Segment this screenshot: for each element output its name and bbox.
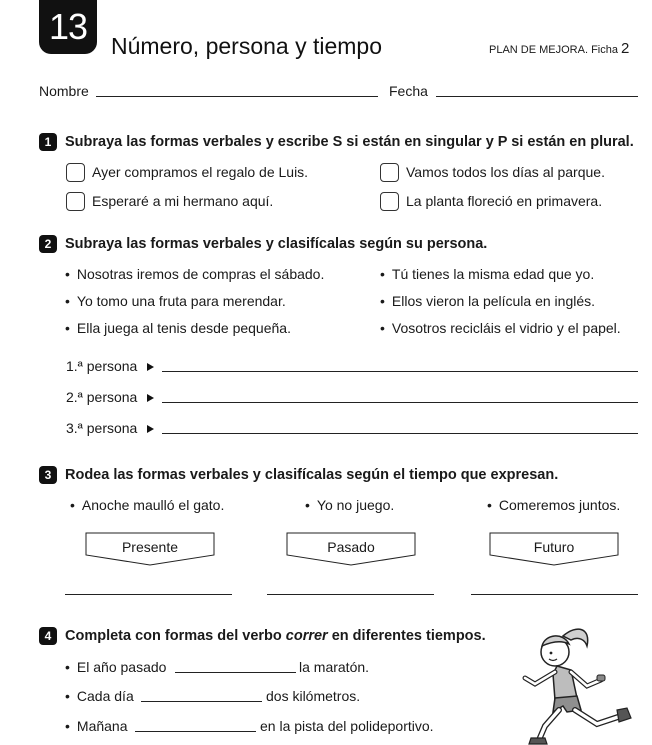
q4-item-3-prefix: • Mañana [65, 718, 128, 734]
q3-sentence-2: • Yo no juego. [305, 497, 394, 513]
question-1-text: Subraya las formas verbales y escribe S si están en singular y P si están en plural. [65, 134, 634, 150]
person-label-2: 2.ª persona [66, 389, 138, 405]
name-field[interactable] [96, 96, 378, 97]
tense-label-future: Futuro [533, 539, 575, 555]
q2-sentence-6: • Vosotros recicláis el vidrio y el papel. [380, 320, 621, 336]
q2-sentence-1: • Nosotras iremos de compras el sábado. [65, 266, 324, 282]
person-label-3: 3.ª persona [66, 420, 138, 436]
tense-label-past: Pasado [327, 539, 375, 555]
q4-item-2-prefix: • Cada día [65, 688, 134, 704]
q4-item-2-suffix: dos kilómetros. [266, 688, 361, 704]
unit-number-badge: 13 [39, 0, 97, 54]
question-1-number: 1 [39, 133, 57, 151]
tense-answer-line-present[interactable] [65, 594, 232, 595]
plan-label-text: PLAN DE MEJORA. Ficha [489, 44, 618, 56]
page-title: Número, persona y tiempo [111, 33, 383, 59]
q1-item-1: Ayer compramos el regalo de Luis. [92, 164, 309, 180]
q2-sentence-2: • Tú tienes la misma edad que yo. [380, 266, 594, 282]
tense-answer-line-past[interactable] [267, 594, 434, 595]
q4-answer-line-2[interactable] [141, 701, 262, 702]
question-4-text [65, 628, 486, 644]
question-2-number: 2 [39, 235, 57, 253]
answer-box-1[interactable] [66, 163, 85, 182]
q1-item-4: La planta floreció en primavera. [406, 193, 603, 209]
q2-sentence-4: • Ellos vieron la película en inglés. [380, 293, 595, 309]
question-3-number: 3 [39, 466, 57, 484]
tense-label-present: Presente [121, 539, 179, 555]
arrow-right-icon [147, 394, 154, 402]
person-answer-line-1[interactable] [162, 371, 638, 372]
running-girl-illustration [505, 624, 635, 745]
q1-item-3: Esperaré a mi hermano aquí. [92, 193, 274, 209]
q3-sentence-1: • Anoche maulló el gato. [70, 497, 224, 513]
q4-item-1-prefix: • El año pasado [65, 659, 166, 675]
q4-text-after: en diferentes tiempos. [327, 628, 486, 644]
question-4-number: 4 [39, 627, 57, 645]
tense-box-future [489, 532, 619, 566]
answer-box-2[interactable] [380, 163, 399, 182]
arrow-right-icon [147, 363, 154, 371]
q4-text-before: Completa con formas del verbo [65, 628, 286, 644]
q4-answer-line-3[interactable] [135, 731, 256, 732]
q2-sentence-3: • Yo tomo una fruta para merendar. [65, 293, 286, 309]
tense-box-past [286, 532, 416, 566]
person-answer-line-3[interactable] [162, 433, 638, 434]
answer-box-3[interactable] [66, 192, 85, 211]
q1-item-2: Vamos todos los días al parque. [406, 164, 605, 180]
person-label-1: 1.ª persona [66, 358, 138, 374]
tense-answer-line-future[interactable] [471, 594, 638, 595]
tense-box-present [85, 532, 215, 566]
question-3-text: Rodea las formas verbales y clasifícalas según el tiempo que expresan. [65, 467, 559, 483]
date-label: Fecha [389, 83, 428, 99]
plan-number: 2 [621, 40, 630, 57]
date-field[interactable] [436, 96, 638, 97]
arrow-right-icon [147, 425, 154, 433]
q4-text-verb: correr [285, 628, 328, 644]
answer-box-4[interactable] [380, 192, 399, 211]
q4-answer-line-1[interactable] [175, 672, 296, 673]
q4-item-1-suffix: la maratón. [299, 659, 370, 675]
question-2-text: Subraya las formas verbales y clasifícalas según su persona. [65, 236, 488, 252]
q2-sentence-5: • Ella juega al tenis desde pequeña. [65, 320, 291, 336]
person-answer-line-2[interactable] [162, 402, 638, 403]
q3-sentence-3: • Comeremos juntos. [487, 497, 620, 513]
q4-item-3-suffix: en la pista del polideportivo. [260, 718, 434, 734]
name-label: Nombre [39, 83, 89, 99]
plan-label [489, 40, 629, 57]
